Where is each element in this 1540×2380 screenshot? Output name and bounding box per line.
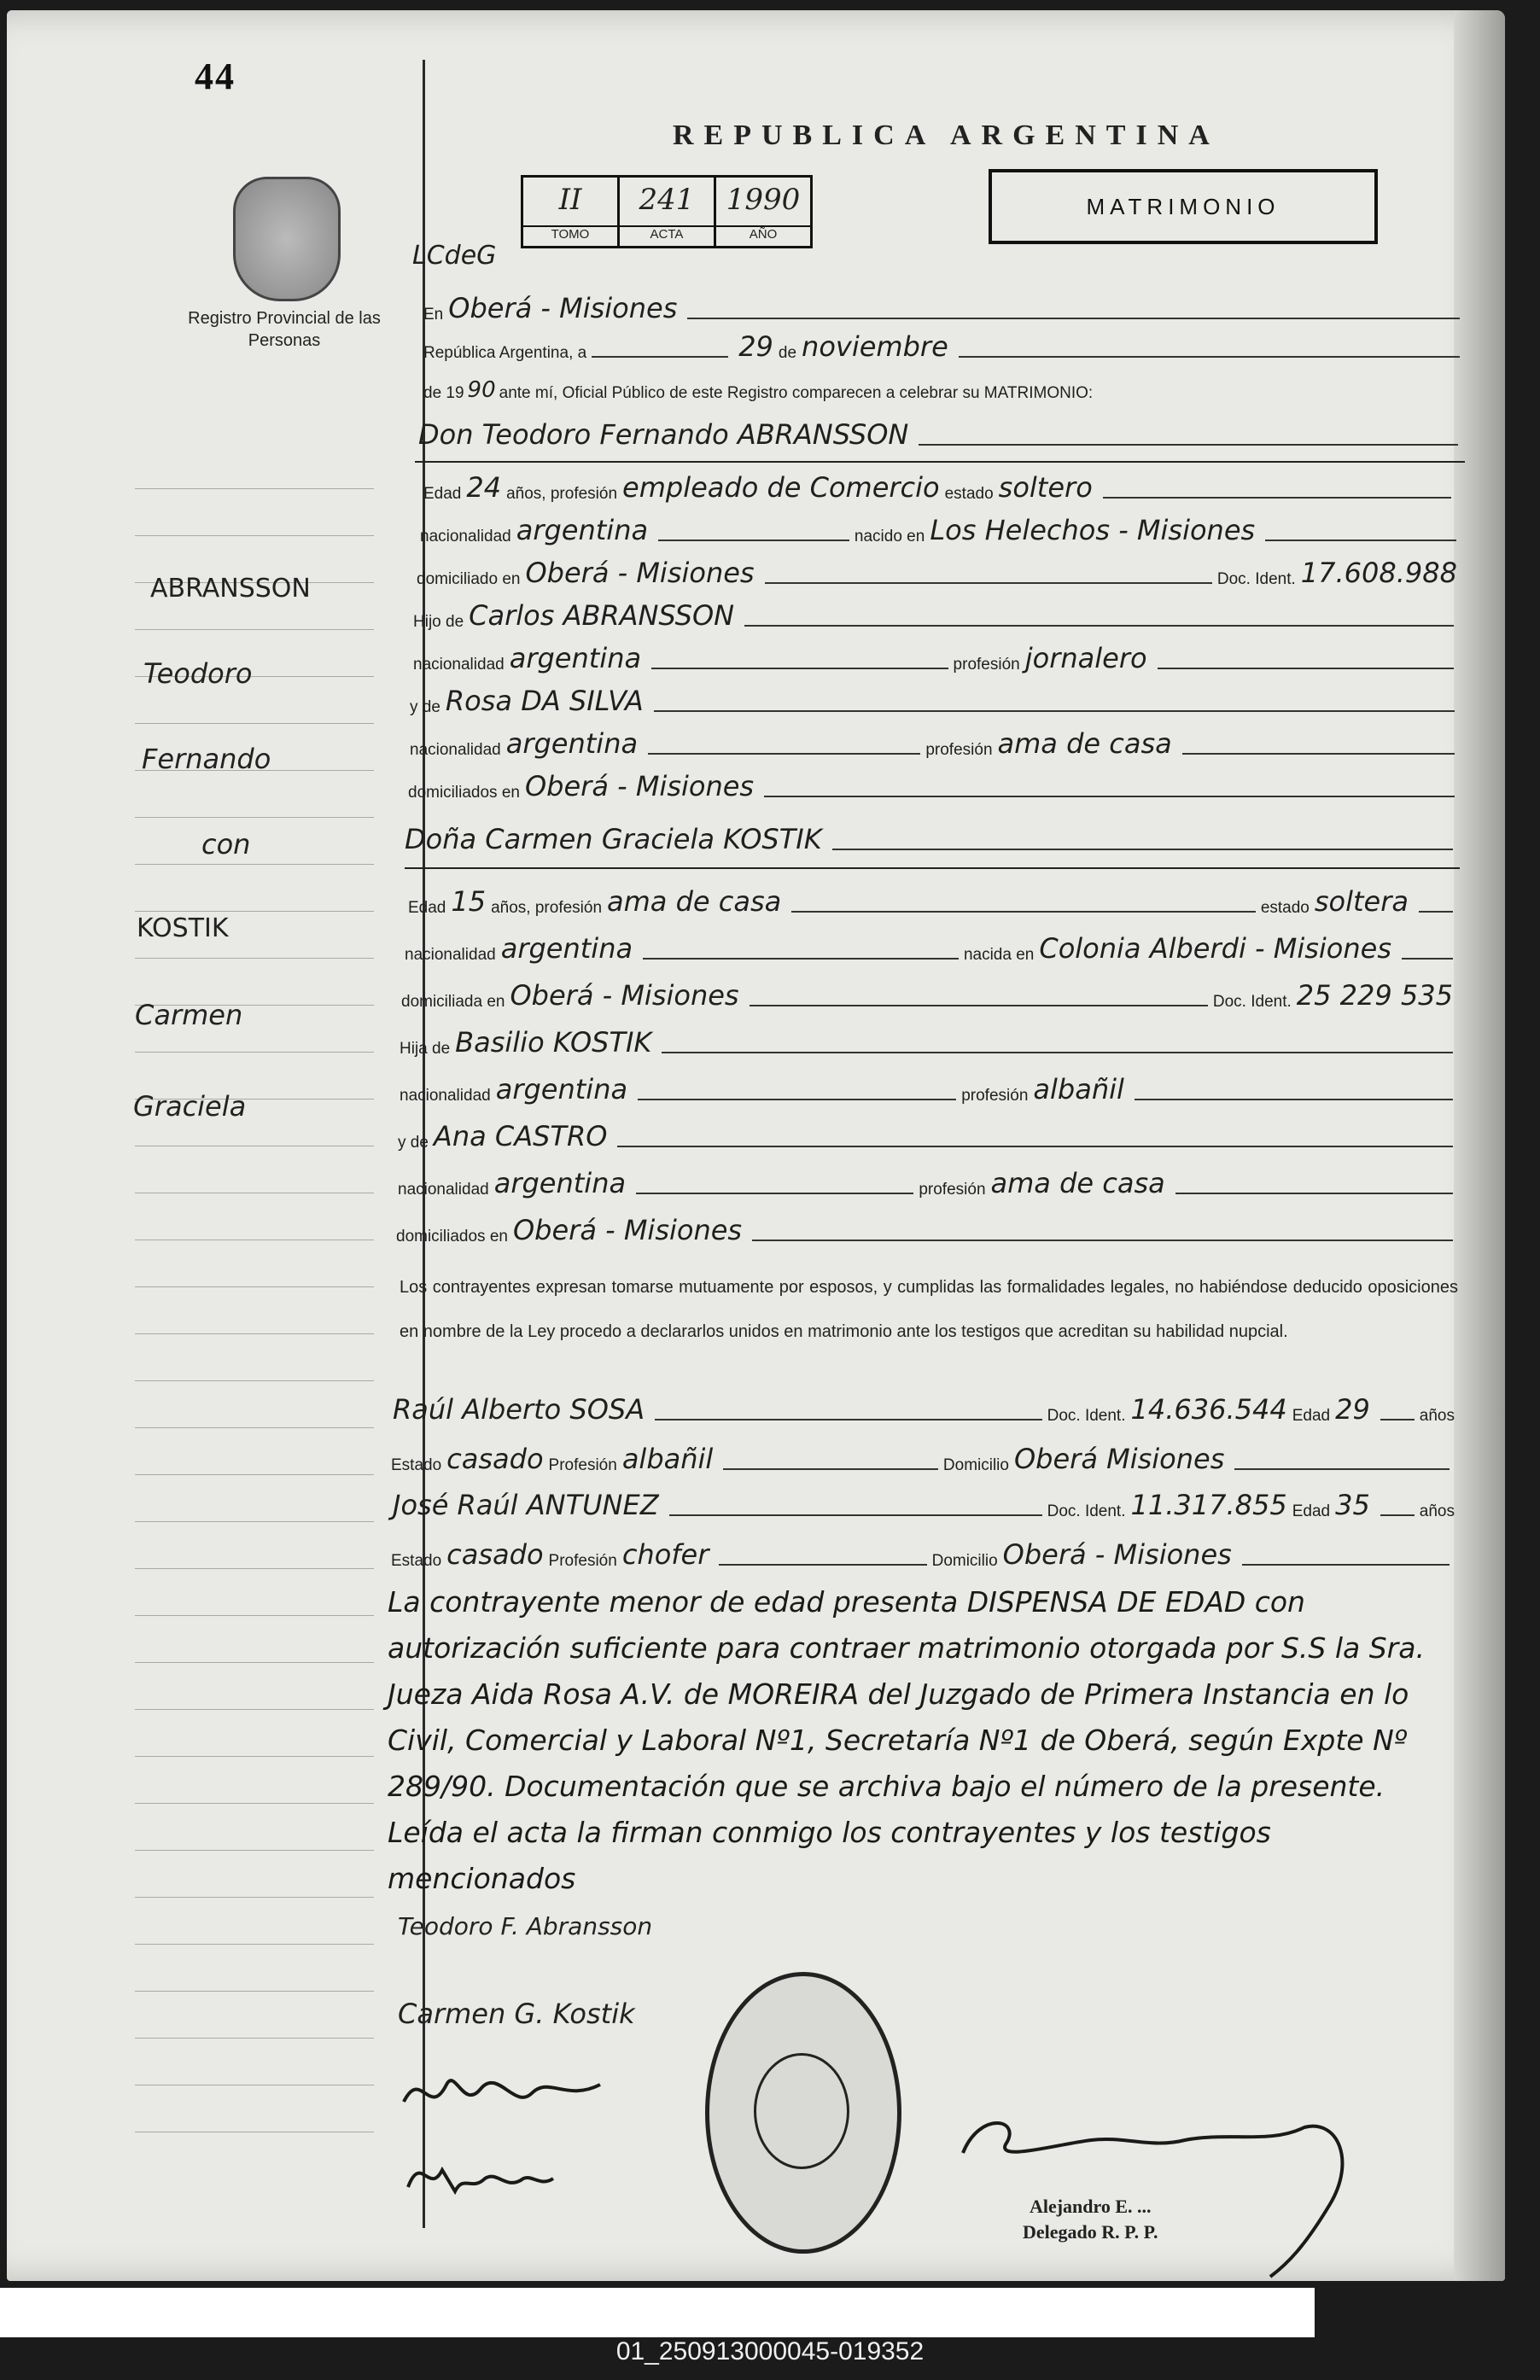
groom-nationality: argentina bbox=[516, 514, 649, 546]
hija-de-label: Hija de bbox=[400, 1040, 451, 1058]
edad-label: Edad bbox=[408, 899, 446, 917]
hijo-de-label: Hijo de bbox=[413, 613, 464, 631]
groom-father-profession: jornalero bbox=[1024, 642, 1147, 674]
domiciliados-en-label: domiciliados en bbox=[396, 1228, 508, 1245]
nacionalidad-label: nacionalidad bbox=[405, 946, 496, 964]
officer-signature bbox=[946, 2093, 1373, 2281]
bride-nationality: argentina bbox=[500, 932, 633, 965]
edad-label: Edad bbox=[423, 485, 462, 503]
republica-label: República Argentina, a bbox=[423, 344, 587, 362]
doc-ident-label: Doc. Ident. bbox=[1212, 993, 1292, 1011]
groom-mother-row bbox=[410, 685, 1460, 717]
estado-label: estado bbox=[944, 485, 994, 503]
witness-2-doc: 11.317.855 bbox=[1130, 1489, 1287, 1521]
de-label: de bbox=[778, 344, 797, 362]
groom-name: Don Teodoro Fernando ABRANSSON bbox=[418, 418, 909, 451]
signature-witness-2 bbox=[404, 2144, 557, 2204]
groom-father-nationality: argentina bbox=[509, 642, 642, 674]
bride-name: Doña Carmen Graciela KOSTIK bbox=[405, 823, 822, 855]
anio-label: AÑO bbox=[716, 225, 810, 246]
section-divider bbox=[405, 867, 1460, 869]
coat-of-arms-icon bbox=[233, 177, 341, 301]
signature-bride: Carmen G. Kostik bbox=[398, 1998, 635, 2030]
domiciliado-en-label: domiciliado en bbox=[417, 570, 521, 588]
groom-father: Carlos ABRANSSON bbox=[469, 599, 735, 632]
margin-name-5: KOSTIK bbox=[137, 913, 229, 943]
anio-value: 1990 bbox=[726, 183, 801, 217]
code-annotation: LCdeG bbox=[412, 241, 497, 271]
bride-mother-nationality: argentina bbox=[493, 1167, 627, 1199]
bride-parents-domicile: Oberá - Misiones bbox=[512, 1214, 743, 1246]
acta-label: ACTA bbox=[620, 225, 714, 246]
groom-father-nationality-row bbox=[413, 642, 1459, 674]
signature-groom: Teodoro F. Abransson bbox=[398, 1912, 653, 1940]
doc-ident-label: Doc. Ident. bbox=[1047, 1502, 1126, 1520]
bride-age: 15 bbox=[451, 885, 487, 918]
date-row bbox=[423, 330, 1465, 363]
bride-mother-row bbox=[398, 1120, 1458, 1152]
margin-name-1: ABRANSSON bbox=[150, 574, 311, 604]
estado-label: Estado bbox=[391, 1456, 442, 1474]
domicilio-label: Domicilio bbox=[931, 1552, 998, 1570]
witness-1-doc: 14.636.544 bbox=[1130, 1393, 1287, 1426]
bride-father-nationality: argentina bbox=[495, 1073, 628, 1105]
witness-1-row bbox=[388, 1393, 1455, 1426]
groom-mother: Rosa DA SILVA bbox=[445, 685, 644, 717]
bride-father: Basilio KOSTIK bbox=[455, 1026, 652, 1059]
month-value: noviembre bbox=[802, 330, 948, 363]
bride-doc: 25 229 535 bbox=[1296, 979, 1453, 1012]
witness-1-profession: albañil bbox=[621, 1443, 714, 1475]
nacido-en-label: nacido en bbox=[854, 528, 925, 545]
groom-domicile: Oberá - Misiones bbox=[525, 557, 755, 589]
acta-value: 241 bbox=[639, 183, 695, 217]
witness-2-row bbox=[388, 1489, 1455, 1521]
domicilio-label: Domicilio bbox=[942, 1456, 1009, 1474]
groom-mother-nationality-row bbox=[410, 727, 1460, 760]
edad-label: Edad bbox=[1292, 1407, 1331, 1425]
statement-text: ante mí, Oficial Público de este Registro comparecen a celebrar su MATRIMONIO: bbox=[499, 384, 1094, 402]
bride-father-profession: albañil bbox=[1033, 1073, 1124, 1105]
statement-row bbox=[423, 377, 1465, 403]
profesion-label: profesión bbox=[925, 741, 993, 759]
day-value: 29 bbox=[738, 330, 773, 363]
witness-1-age: 29 bbox=[1335, 1393, 1370, 1426]
groom-doc: 17.608.988 bbox=[1300, 557, 1457, 589]
bride-profession: ama de casa bbox=[607, 885, 782, 918]
bride-civil-state: soltera bbox=[1314, 885, 1409, 918]
bride-domicile-row bbox=[401, 979, 1458, 1012]
bride-mother: Ana CASTRO bbox=[433, 1120, 608, 1152]
officer-name: Alejandro E. ... bbox=[1029, 2196, 1152, 2217]
witness-1-domicile: Oberá Misiones bbox=[1013, 1443, 1225, 1475]
margin-name-2: Teodoro bbox=[143, 657, 253, 690]
official-stamp-icon bbox=[705, 1972, 901, 2254]
bride-mother-profession: ama de casa bbox=[990, 1167, 1165, 1199]
bride-born-in: Colonia Alberdi - Misiones bbox=[1039, 932, 1391, 965]
place-value: Oberá - Misiones bbox=[448, 292, 678, 324]
year-suffix: 90 bbox=[467, 377, 496, 403]
doc-ident-label: Doc. Ident. bbox=[1047, 1407, 1126, 1425]
groom-domicile-row bbox=[417, 557, 1462, 589]
witness-1-detail-row bbox=[391, 1443, 1455, 1475]
groom-mother-nationality: argentina bbox=[505, 727, 639, 760]
bride-nationality-row bbox=[405, 932, 1458, 965]
witness-1-state: casado bbox=[446, 1443, 544, 1475]
witness-2-age: 35 bbox=[1335, 1489, 1370, 1521]
bride-domicile: Oberá - Misiones bbox=[510, 979, 739, 1012]
groom-mother-profession: ama de casa bbox=[997, 727, 1172, 760]
declaration-text: Los contrayentes expresan tomarse mutuamente por esposos, y cumplidas las formalidades legales, no habiéndose deducido oposiciones en nombre de la Ley procedo a declararlos unidos en matrimonio ante los testigos que acreditan su habilidad nupcial. bbox=[400, 1278, 1458, 1341]
edad-label: Edad bbox=[1292, 1502, 1331, 1520]
profesion-label: profesión bbox=[919, 1181, 986, 1199]
page-number: 44 bbox=[195, 55, 236, 97]
section-divider bbox=[415, 461, 1465, 463]
domiciliada-en-label: domiciliada en bbox=[401, 993, 505, 1011]
en-label: En bbox=[423, 306, 444, 324]
bride-name-row bbox=[400, 823, 1458, 855]
nacionalidad-label: nacionalidad bbox=[410, 741, 501, 759]
y-de-label: y de bbox=[398, 1134, 429, 1152]
groom-age: 24 bbox=[466, 471, 502, 504]
witness-1-name: Raúl Alberto SOSA bbox=[393, 1393, 645, 1426]
age-dispensation-note: La contrayente menor de edad presenta DISPENSA DE EDAD con autorización suficiente para contraer matrimonio otorgada por S.S la Sra. Jueza Aida Rosa A.V. de MOREIRA del Juzgado de Primera Instancia en lo Civil, Comercial y Laboral Nº1, Secretaría Nº1 de Oberá, según Expte Nº 289/90. Documentación que se archiva bajo el número de la presente. Leída el acta la firman conmigo los contrayentes y los testigos mencionados bbox=[388, 1585, 1425, 1895]
margin-name-4: con bbox=[201, 828, 251, 860]
nacionalidad-label: nacionalidad bbox=[420, 528, 511, 545]
scan-id: 01_250913000045-019352 bbox=[615, 2337, 925, 2365]
bottom-paper-strip bbox=[0, 2288, 1315, 2337]
estado-label: estado bbox=[1260, 899, 1310, 917]
nacida-en-label: nacida en bbox=[963, 946, 1035, 964]
profesion-label: Profesión bbox=[548, 1552, 617, 1570]
groom-parents-domicile-row bbox=[408, 770, 1460, 802]
place-row bbox=[423, 292, 1465, 324]
groom-profession: empleado de Comercio bbox=[622, 471, 940, 504]
witness-2-domicile: Oberá - Misiones bbox=[1002, 1538, 1232, 1571]
anos-label: años bbox=[1419, 1407, 1455, 1425]
officer-title: Delegado R. P. P. bbox=[1023, 2221, 1158, 2243]
tomo-label: TOMO bbox=[523, 225, 617, 246]
anos-label: años bbox=[1419, 1502, 1455, 1520]
groom-parents-domicile: Oberá - Misiones bbox=[524, 770, 755, 802]
bride-mother-nationality-row bbox=[398, 1167, 1458, 1199]
groom-born-in: Los Helechos - Misiones bbox=[930, 514, 1256, 546]
nacionalidad-label: nacionalidad bbox=[413, 656, 505, 674]
groom-nationality-row bbox=[420, 514, 1461, 546]
profesion-label: Profesión bbox=[548, 1456, 617, 1474]
registry-name: Registro Provincial de las Personas bbox=[188, 309, 381, 350]
country-title: REPUBLICA ARGENTINA bbox=[673, 120, 1220, 151]
estado-label: Estado bbox=[391, 1552, 442, 1570]
witness-2-name: José Raúl ANTUNEZ bbox=[393, 1489, 659, 1521]
y-de-label: y de bbox=[410, 698, 440, 716]
officer-block bbox=[1023, 2194, 1158, 2245]
witness-2-detail-row bbox=[391, 1538, 1455, 1571]
margin-name-7: Graciela bbox=[133, 1090, 247, 1123]
groom-age-row bbox=[423, 471, 1456, 504]
bride-parents-domicile-row bbox=[396, 1214, 1458, 1246]
margin-name-6: Carmen bbox=[135, 999, 243, 1031]
bride-father-nationality-row bbox=[400, 1073, 1458, 1105]
margin-lines bbox=[135, 488, 374, 2179]
tomo-value: II bbox=[558, 183, 582, 217]
domiciliados-en-label: domiciliados en bbox=[408, 784, 520, 802]
profesion-label: profesión bbox=[953, 656, 1020, 674]
witness-2-profession: chofer bbox=[621, 1538, 709, 1571]
profesion-label: profesión bbox=[961, 1087, 1029, 1105]
bride-father-row bbox=[400, 1026, 1458, 1059]
groom-civil-state: soltero bbox=[998, 471, 1093, 504]
anos-profesion-label: años, profesión bbox=[491, 899, 603, 917]
act-type-box: MATRIMONIO bbox=[989, 169, 1378, 244]
groom-father-row bbox=[413, 599, 1459, 632]
register-page bbox=[7, 10, 1505, 2281]
nacionalidad-label: nacionalidad bbox=[398, 1181, 489, 1199]
witness-2-state: casado bbox=[446, 1538, 544, 1571]
doc-ident-label: Doc. Ident. bbox=[1216, 570, 1296, 588]
bride-age-row bbox=[408, 885, 1458, 918]
anos-profesion-label: años, profesión bbox=[506, 485, 618, 503]
groom-name-row bbox=[413, 418, 1463, 451]
de19-label: de 19 bbox=[423, 384, 464, 402]
signature-witness-1 bbox=[395, 2050, 617, 2127]
tomo-acta-anio-box bbox=[521, 175, 813, 248]
margin-name-3: Fernando bbox=[142, 743, 271, 775]
nacionalidad-label: nacionalidad bbox=[400, 1087, 491, 1105]
